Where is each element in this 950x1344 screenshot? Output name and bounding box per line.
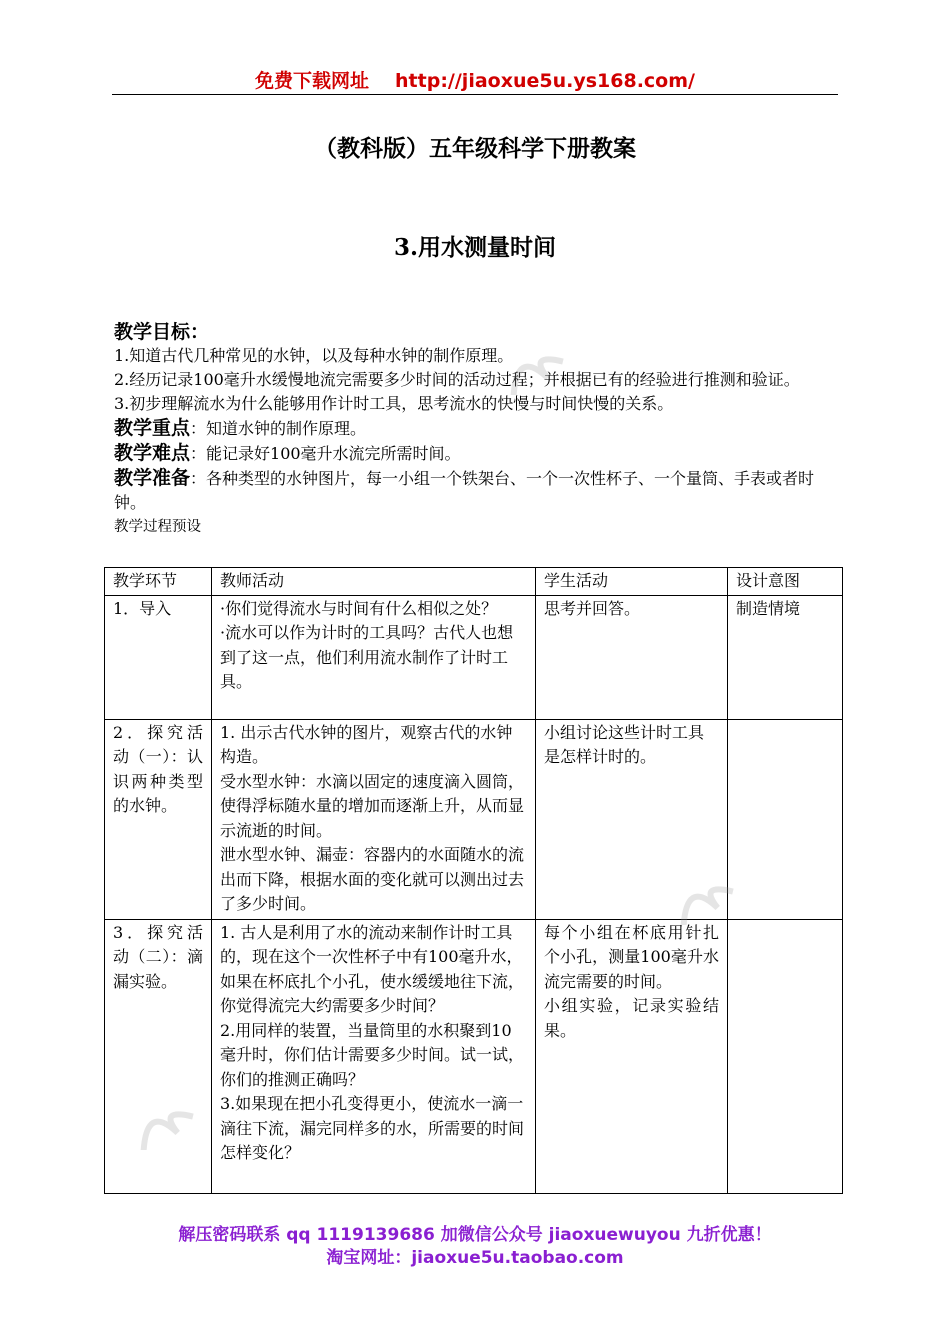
key-point-text: ：知道水钟的制作原理。 [190,419,367,438]
objective-item: 2.经历记录100毫升水缓慢地流完需要多少时间的活动过程；并根据已有的经验进行推测和验证。 [114,370,800,389]
footer-taobao-link[interactable]: 淘宝网址：jiaoxue5u.taobao.com [326,1248,624,1268]
difficulty-label: 教学难点 [114,442,191,464]
table-header-cell: 设计意图 [728,568,843,596]
header-label: 免费下载网址 [255,70,370,92]
table-row [105,595,843,719]
process-label: 教学过程预设 [114,519,201,535]
student-cell [536,719,728,919]
teacher-cell [212,719,536,919]
key-point [114,416,842,441]
preparation-label: 教学准备 [114,467,191,489]
teacher-activity: 受水型水钟：水滴以固定的速度滴入圆筒，使得浮标随水量的增加而逐渐上升，从而显示流逝的时间。 [220,771,525,840]
header-url-link[interactable]: http://jiaoxue5u.ys168.com/ [395,70,695,92]
teacher-activity: 2.用同样的装置，当量筒里的水积聚到10毫升时，你们估计需要多少时间。试一试，你们的推测正确吗？ [220,1020,525,1089]
footer-contact: 解压密码联系 qq 1119139686 加微信公众号 jiaoxuewuyou 九折优惠！ [178,1225,772,1245]
intent-cell [728,919,843,1193]
preparation-text: ：各种类型的水钟图片，每一小组一个铁架台、一个一次性杯子、一个量筒、手表或者时钟。 [114,469,815,512]
table-header-cell: 教学环节 [105,568,212,596]
student-activity: 小组实验，记录实验结果。 [544,996,719,1040]
document-title: （教科版）五年级科学下册教案 [314,135,636,162]
student-activity: 小组讨论这些计时工具是怎样计时的。 [544,722,705,766]
objective-item: 1.知道古代几种常见的水钟，以及每种水钟的制作原理。 [114,346,514,365]
table-header-cell: 教师活动 [212,568,536,596]
lesson-title: 3.用水测量时间 [393,234,556,261]
teacher-activity: ·你们觉得流水与时间有什么相似之处？ [220,598,498,618]
lesson-plan-table [104,567,843,1194]
student-activity: 思考并回答。 [544,598,641,618]
stage-cell: 2．探究活动（一）：认识两种类型的水钟。 [105,719,212,919]
student-cell [536,595,728,719]
key-point-label: 教学重点 [114,417,191,439]
teacher-cell [212,595,536,719]
teacher-cell [212,919,536,1193]
table-row [105,919,843,1193]
intent-cell: 制造情境 [728,595,843,719]
table-row [105,719,843,919]
objective-item: 3.初步理解流水为什么能够用作计时工具，思考流水的快慢与时间快慢的关系。 [114,394,674,413]
student-cell [536,919,728,1193]
teacher-activity: 1. 古人是利用了水的流动来制作计时工具的，现在这个一次性杯子中有100毫升水，如果在杯底扎个小孔，使水缓缓地往下流，你觉得流完大约需要多少时间？ [220,922,525,1015]
intent-cell [728,719,843,919]
stage-cell: 1．导入 [105,595,212,719]
objectives-section [114,320,842,539]
difficulty-text: ：能记录好100毫升水流完所需时间。 [190,444,461,463]
teacher-activity: 泄水型水钟、漏壶：容器内的水面随水的流出而下降，根据水面的变化就可以测出过去了多少时间。 [220,845,525,913]
stage-cell: 3．探究活动（二）：滴漏实验。 [105,919,212,1193]
teacher-activity: 3.如果现在把小孔变得更小，使流水一滴一滴往下流，漏完同样多的水，所需要的时间怎样变化？ [220,1094,525,1162]
teacher-activity: 1. 出示古代水钟的图片，观察古代的水钟构造。 [220,722,513,766]
table-header-row [105,568,843,596]
objectives-label: 教学目标： [114,321,210,343]
page-header [112,66,838,95]
teacher-activity: ·流水可以作为计时的工具吗？古代人也想到了这一点，他们利用流水制作了计时工具。 [220,623,514,691]
student-activity: 每个小组在杯底用针扎个小孔，测量100毫升水流完需要的时间。 [544,922,719,991]
preparation [114,466,842,515]
difficulty [114,441,842,466]
table-header-cell: 学生活动 [536,568,728,596]
